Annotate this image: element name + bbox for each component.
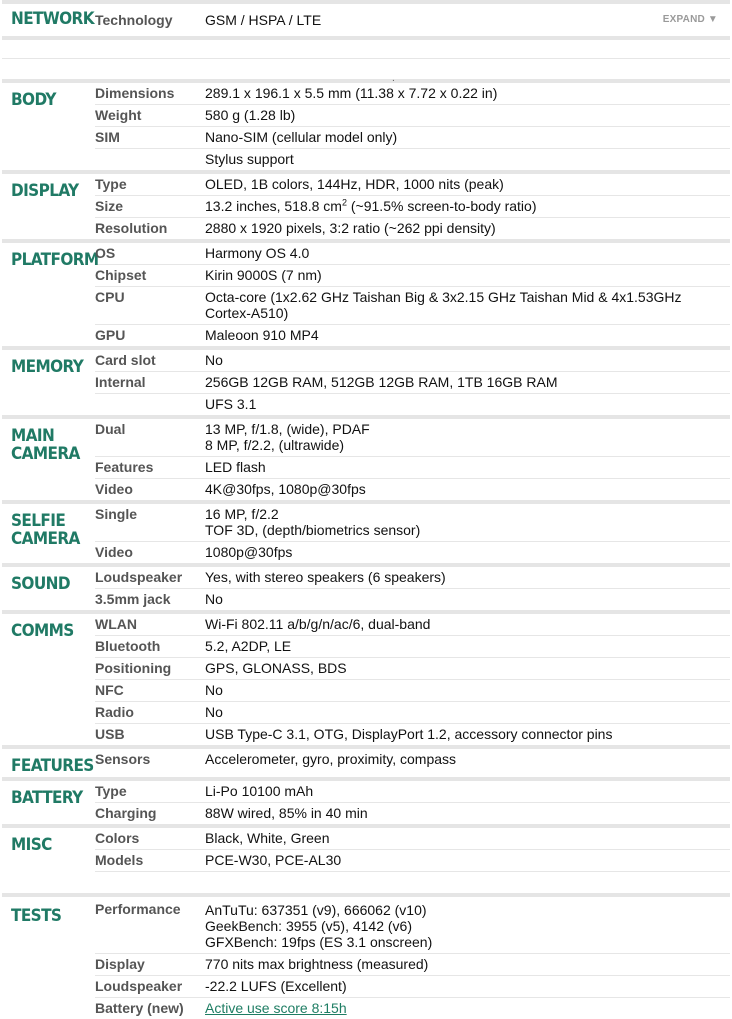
spec-label-wlan[interactable]: WLAN <box>95 614 205 636</box>
section-tests <box>2 897 730 1019</box>
spec-label-memory-extra <box>95 394 205 416</box>
spec-label-selfie-video[interactable]: Video <box>95 542 205 564</box>
spec-value-card-slot: No <box>205 350 730 372</box>
spec-label-test-display[interactable]: Display <box>95 954 205 976</box>
spec-label-battery-new[interactable]: Battery (new) <box>95 998 205 1019</box>
spec-value-display-size: 13.2 inches, 518.8 $cm^2$ (~91.5% screen-to-body ratio) <box>205 196 730 218</box>
spec-value-selfie-video: 1080p@30fps <box>205 542 730 564</box>
section-title-network: NETWORK <box>2 4 95 36</box>
spec-value-loudspeaker: Yes, with stereo speakers (6 speakers) <box>205 567 730 589</box>
spec-label-sensors[interactable]: Sensors <box>95 749 205 777</box>
spec-label-colors[interactable]: Colors <box>95 828 205 850</box>
spec-label-display-type[interactable]: Type <box>95 174 205 196</box>
section-title-sound: SOUND <box>2 567 95 610</box>
section-title-memory: MEMORY <box>2 350 95 415</box>
spec-value-battery-type: Li-Po 10100 mAh <box>205 781 730 803</box>
spec-value-bluetooth: 5.2, A2DP, LE <box>205 636 730 658</box>
spec-label-body-extra <box>95 149 205 171</box>
spec-value-sensors: Accelerometer, gyro, proximity, compass <box>205 749 730 777</box>
spec-label-positioning[interactable]: Positioning <box>95 658 205 680</box>
spec-value-nfc: No <box>205 680 730 702</box>
section-title-features: FEATURES <box>2 749 95 777</box>
expand-button[interactable]: EXPAND ▼ <box>663 14 718 25</box>
spec-value-jack: No <box>205 589 730 611</box>
section-title-display: DISPLAY <box>2 174 95 239</box>
spec-label-dual[interactable]: Dual <box>95 419 205 457</box>
spec-value-internal: 256GB 12GB RAM, 512GB 12GB RAM, 1TB 16GB RAM <box>205 372 730 394</box>
spec-value-cpu: Octa-core (1x2.62 GHz Taishan Big & 3x2.15 GHz Taishan Mid & 4x1.53GHz Cortex-A510) <box>205 287 730 325</box>
spec-value-single: 16 MP, f/2.2 TOF 3D, (depth/biometrics sensor) <box>205 504 730 542</box>
section-sound <box>2 567 730 610</box>
spec-label-technology[interactable]: Technology <box>95 4 205 36</box>
section-title-main-camera: MAIN CAMERA <box>2 419 95 500</box>
spec-label-weight[interactable]: Weight <box>95 105 205 127</box>
spec-value-test-display: 770 nits max brightness (measured) <box>205 954 730 976</box>
section-memory <box>2 350 730 415</box>
spec-label-main-features[interactable]: Features <box>95 457 205 479</box>
spec-label-sim[interactable]: SIM <box>95 127 205 149</box>
spec-label-models[interactable]: Models <box>95 850 205 872</box>
spec-value-charging: 88W wired, 85% in 40 min <box>205 803 730 825</box>
section-comms <box>2 614 730 745</box>
spec-value-main-video: 4K@30fps, 1080p@30fps <box>205 479 730 501</box>
section-platform <box>2 243 730 346</box>
spec-label-dimensions[interactable]: Dimensions <box>95 83 205 105</box>
section-misc <box>2 828 730 893</box>
spec-label-usb[interactable]: USB <box>95 724 205 746</box>
spec-label-display-size[interactable]: Size <box>95 196 205 218</box>
section-selfie-camera <box>2 504 730 563</box>
spec-label-cpu[interactable]: CPU <box>95 287 205 325</box>
spec-value-wlan: Wi-Fi 802.11 a/b/g/n/ac/6, dual-band <box>205 614 730 636</box>
spec-value-weight: 580 g (1.28 lb) <box>205 105 730 127</box>
section-battery <box>2 781 730 824</box>
spec-value-performance: AnTuTu: 637351 (v9), 666062 (v10) GeekBench: 3955 (v5), 4142 (v6) GFXBench: 19fps (ES 3.1 onscreen) <box>205 897 730 954</box>
spec-value-test-loudspeaker: -22.2 LUFS (Excellent) <box>205 976 730 998</box>
section-title-tests: TESTS <box>2 897 95 1019</box>
spec-label-chipset[interactable]: Chipset <box>95 265 205 287</box>
spec-value-models: PCE-W30, PCE-AL30 <box>205 850 730 872</box>
spec-label-battery-type[interactable]: Type <box>95 781 205 803</box>
spec-label-radio[interactable]: Radio <box>95 702 205 724</box>
spec-value-sim: Nano-SIM (cellular model only) <box>205 127 730 149</box>
spec-label-nfc[interactable]: NFC <box>95 680 205 702</box>
section-features <box>2 749 730 777</box>
spec-label-jack[interactable]: 3.5mm jack <box>95 589 205 611</box>
section-title-misc: MISC <box>2 828 95 893</box>
spec-value-usb: USB Type-C 3.1, OTG, DisplayPort 1.2, accessory connector pins <box>205 724 730 746</box>
spec-label-loudspeaker[interactable]: Loudspeaker <box>95 567 205 589</box>
spec-label-internal[interactable]: Internal <box>95 372 205 394</box>
spec-value-ufs: UFS 3.1 <box>205 394 730 416</box>
spec-value-technology: GSM / HSPA / LTE <box>205 4 730 36</box>
spec-value-gpu: Maleoon 910 MP4 <box>205 325 730 347</box>
spec-label-test-loudspeaker[interactable]: Loudspeaker <box>95 976 205 998</box>
section-display <box>2 174 730 239</box>
spec-label-resolution[interactable]: Resolution <box>95 218 205 240</box>
section-body <box>2 83 730 170</box>
spec-value-radio: No <box>205 702 730 724</box>
spec-value-main-features: LED flash <box>205 457 730 479</box>
spec-label-bluetooth[interactable]: Bluetooth <box>95 636 205 658</box>
spec-value-os: Harmony OS 4.0 <box>205 243 730 265</box>
spec-value-stylus: Stylus support <box>205 149 730 171</box>
dot-mark: . <box>392 73 395 84</box>
spec-value-dimensions: 289.1 x 196.1 x 5.5 mm (11.38 x 7.72 x 0.22 in) <box>205 83 730 105</box>
spec-label-charging[interactable]: Charging <box>95 803 205 825</box>
section-title-body: BODY <box>2 83 95 170</box>
section-title-platform: PLATFORM <box>2 243 95 346</box>
spec-label-misc-empty <box>95 872 205 894</box>
spec-value-display-type: OLED, 1B colors, 144Hz, HDR, 1000 nits (peak) <box>205 174 730 196</box>
spec-label-os[interactable]: OS <box>95 243 205 265</box>
section-title-comms: COMMS <box>2 614 95 745</box>
spec-value-dual: 13 MP, f/1.8, (wide), PDAF 8 MP, f/2.2, (ultrawide) <box>205 419 730 457</box>
spec-value-misc-empty <box>205 872 730 894</box>
spec-value-battery-new <box>205 998 730 1019</box>
section-title-battery: BATTERY <box>2 781 95 824</box>
spec-value-chipset: Kirin 9000S (7 nm) <box>205 265 730 287</box>
specs-list <box>2 0 730 1019</box>
section-title-selfie-camera: SELFIE CAMERA <box>2 504 95 563</box>
spec-label-gpu[interactable]: GPU <box>95 325 205 347</box>
spec-value-colors: Black, White, Green <box>205 828 730 850</box>
blank-area <box>2 59 730 79</box>
spec-value-resolution: 2880 x 1920 pixels, 3:2 ratio (~262 ppi density) <box>205 218 730 240</box>
section-main-camera <box>2 419 730 500</box>
spec-value-positioning: GPS, GLONASS, BDS <box>205 658 730 680</box>
spec-label-main-video[interactable]: Video <box>95 479 205 501</box>
spec-label-single[interactable]: Single <box>95 504 205 542</box>
spec-label-performance[interactable]: Performance <box>95 897 205 954</box>
battery-score-link[interactable]: Active use score 8:15h <box>205 1000 347 1016</box>
spec-label-card-slot[interactable]: Card slot <box>95 350 205 372</box>
blank-area <box>2 40 730 58</box>
section-network <box>2 4 730 36</box>
